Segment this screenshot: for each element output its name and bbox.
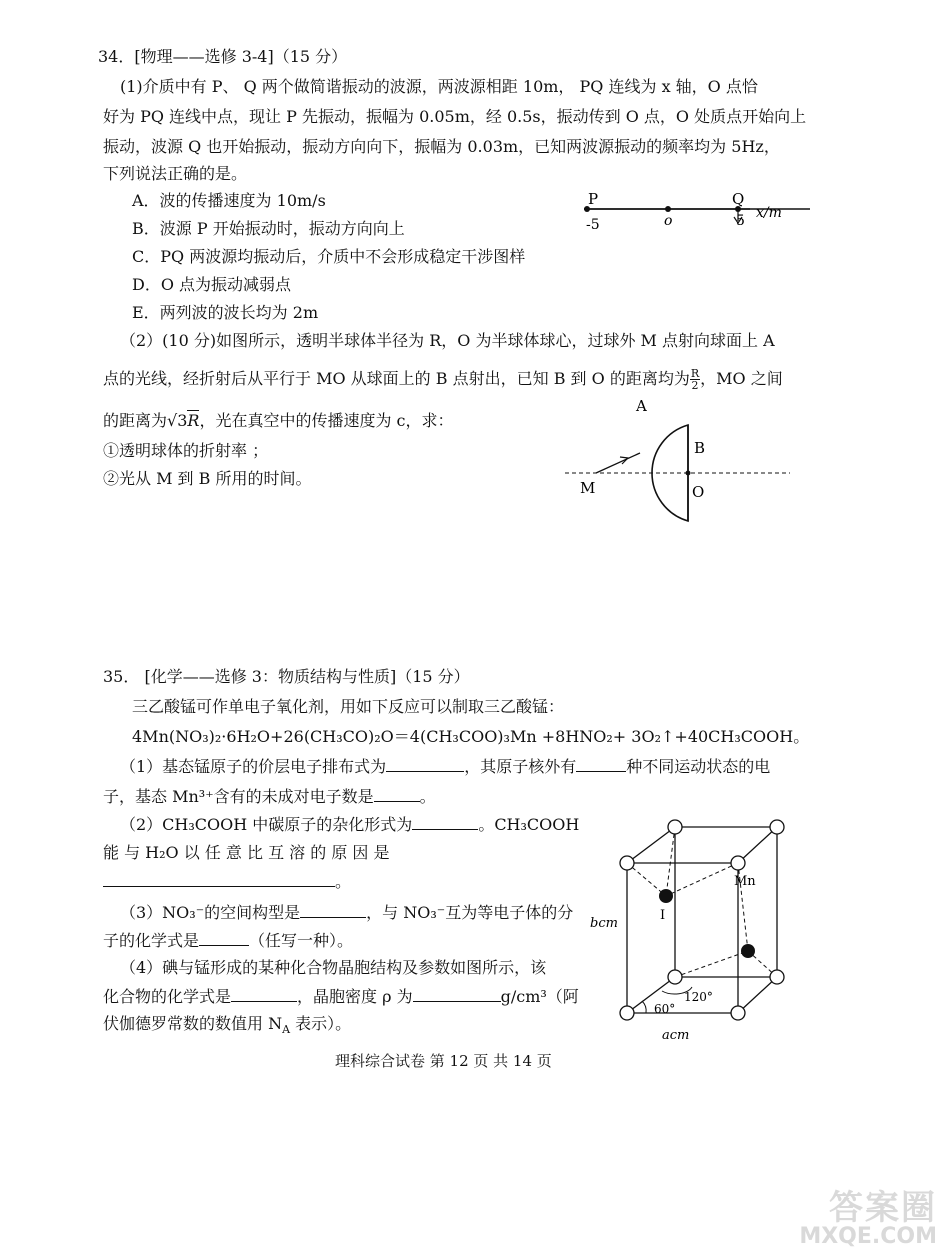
page-footer: 理科综合试卷 第 12 页 共 14 页 xyxy=(335,1052,552,1070)
q35-s2-line1 xyxy=(120,813,579,836)
q35-s2-a: （2）CH₃COOH 中碳原子的杂化形式为 xyxy=(120,815,413,834)
q35-s3-d: （任写一种）。 xyxy=(249,931,354,950)
answer-blank-4[interactable] xyxy=(412,813,478,830)
fraction-numerator: R xyxy=(690,367,700,380)
iodine-atom-2 xyxy=(741,944,755,958)
q35-s1-b: ，其原子核外有 xyxy=(464,757,577,776)
q35-s3-a: （3）NO₃⁻的空间构型是 xyxy=(120,903,301,922)
answer-blank-5[interactable] xyxy=(103,870,335,887)
label-60: 60° xyxy=(654,1002,676,1016)
q35-s4-line2 xyxy=(103,985,579,1008)
q35-s4-c: ，晶胞密度 ρ 为 xyxy=(297,987,413,1006)
q35-s1-line2 xyxy=(103,785,436,808)
iodine-atom-1 xyxy=(659,889,673,903)
label-p: P xyxy=(588,190,599,208)
q34-p2-line2a: 点的光线，经折射后从平行于 MO 从球面上的 B 点射出，已知 B 到 O 的距离均为 xyxy=(103,369,690,388)
q35-s2-d: 。 xyxy=(335,872,352,891)
answer-blank-7[interactable] xyxy=(199,929,249,946)
q35-s3-b: ，与 NO₃⁻互为等电子体的分 xyxy=(366,903,574,922)
sqrt-3: √3 xyxy=(167,411,188,430)
label-neg5: -5 xyxy=(586,217,600,233)
q35-s4-line1: （4）碘与锰形成的某种化合物晶胞结构及参数如图所示，该 xyxy=(120,958,547,977)
q34-p1-line4: 下列说法正确的是。 xyxy=(103,164,248,183)
label-o: O xyxy=(692,483,705,501)
label-x-unit: x/m xyxy=(756,205,782,221)
label-b: B xyxy=(694,439,706,457)
answer-blank-6[interactable] xyxy=(300,901,366,918)
q34-p1-line3: 振动，波源 Q 也开始振动，振动方向向下，振幅为 0.03m，已知两波源振动的频率均为 5Hz， xyxy=(103,137,780,156)
q34-p1-line2: 好为 PQ 连线中点，现让 P 先振动，振幅为 0.05m，经 0.5s，振动传到 O 点，O 处质点开始向上 xyxy=(103,107,807,126)
label-120: 120° xyxy=(684,990,713,1004)
fraction-denominator: 2 xyxy=(691,379,699,392)
q34-p2-line3b: ，光在真空中的传播速度为 c，求： xyxy=(199,411,454,430)
point-o-dot xyxy=(686,471,691,476)
q35-s1-d: 子，基态 Mn³⁺含有的未成对电子数是 xyxy=(103,787,374,806)
answer-blank-3[interactable] xyxy=(374,785,420,802)
q35-s3-line2 xyxy=(103,929,353,952)
q34-option-c: C．PQ 两波源均振动后，介质中不会形成稳定干涉图样 xyxy=(132,247,526,266)
label-i: I xyxy=(660,908,666,923)
wave-axis-diagram xyxy=(570,185,810,235)
q35-s2-line3 xyxy=(103,870,351,893)
q35-s4-d: g/cm³（阿 xyxy=(500,987,579,1006)
q35-s4-sub: A xyxy=(282,1023,291,1037)
sqrt-arg: R xyxy=(187,411,200,430)
answer-blank-2[interactable] xyxy=(576,755,626,772)
q35-s4-b: 化合物的化学式是 xyxy=(103,987,232,1006)
q35-s1-a: （1）基态锰原子的价层电子排布式为 xyxy=(120,757,387,776)
q35-s3-line1 xyxy=(120,901,573,924)
hemisphere-diagram xyxy=(560,395,800,530)
q34-sub1: ①透明球体的折射率 ； xyxy=(103,441,269,460)
q35-s2-b: 。CH₃COOH xyxy=(478,815,580,834)
q35-s3-c: 子的化学式是 xyxy=(103,931,200,950)
unit-cell-diagram xyxy=(580,815,800,1045)
q34-option-b: B．波源 P 开始振动时，振动方向向上 xyxy=(132,219,405,238)
label-bcm: bcm xyxy=(590,916,618,931)
q35-s1-c: 种不同运动状态的电 xyxy=(626,757,771,776)
q34-sub2: ②光从 M 到 B 所用的时间。 xyxy=(103,469,312,488)
watermark-logo xyxy=(799,1188,937,1249)
q35-s4-e: 伏伽德罗常数的数值用 N xyxy=(103,1014,283,1033)
point-o-dot xyxy=(665,206,671,212)
q34-p2-line3a: 的距离为 xyxy=(103,411,168,430)
fraction-r-over-2 xyxy=(690,368,700,391)
q35-s4-line3 xyxy=(103,1013,351,1041)
q35-equation: 4Mn(NO₃)₂·6H₂O+26(CH₃CO)₂O＝4(CH₃COO)₃Mn +8HNO₂+ 3O₂↑+40CH₃COOH。 xyxy=(132,727,810,746)
q35-s1-e: 。 xyxy=(419,787,436,806)
answer-blank-1[interactable] xyxy=(386,755,464,772)
q35-s4-f: 表示）。 xyxy=(290,1014,352,1033)
watermark-line2: MXQE.COM xyxy=(799,1224,937,1249)
ray-ma xyxy=(596,453,640,473)
q35-intro: 三乙酸锰可作单电子氧化剂，用如下反应可以制取三乙酸锰： xyxy=(132,697,565,716)
q34-p2-line1: （2）(10 分)如图所示，透明半球体半径为 R，O 为半球体球心，过球外 M 点射向球面上 A xyxy=(120,331,775,350)
answer-blank-8[interactable] xyxy=(231,985,297,1002)
q34-option-d: D．O 点为振动减弱点 xyxy=(132,275,292,294)
label-acm: acm xyxy=(662,1028,690,1043)
q34-option-e: E．两列波的波长均为 2m xyxy=(132,303,319,322)
watermark-line1: 答案圈 xyxy=(829,1188,937,1228)
q35-s1-line1 xyxy=(120,755,770,778)
q34-p2-line2b: ，MO 之间 xyxy=(700,369,783,388)
label-o: o xyxy=(664,213,673,229)
label-pos5: 5 xyxy=(736,213,745,229)
q34-header: 34．[物理——选修 3-4]（15 分） xyxy=(98,47,348,66)
label-mn: Mn xyxy=(734,874,756,889)
answer-blank-9[interactable] xyxy=(413,985,501,1002)
q34-p1-line1: (1)介质中有 P、 Q 两个做简谐振动的波源，两波源相距 10m， PQ 连线为 x 轴，O 点恰 xyxy=(120,77,758,96)
label-q: Q xyxy=(732,190,745,208)
q34-p2-line3 xyxy=(103,410,454,432)
angle-60-arc xyxy=(642,1001,646,1013)
q35-header: 35． [化学——选修 3：物质结构与性质]（15 分） xyxy=(103,667,470,686)
label-a: A xyxy=(636,397,647,415)
label-m: M xyxy=(580,479,596,497)
q34-p2-line2 xyxy=(103,368,783,391)
q35-s2-line2: 能 与 H₂O 以 任 意 比 互 溶 的 原 因 是 xyxy=(103,843,390,862)
q34-option-a: A．波的传播速度为 10m/s xyxy=(132,191,326,210)
